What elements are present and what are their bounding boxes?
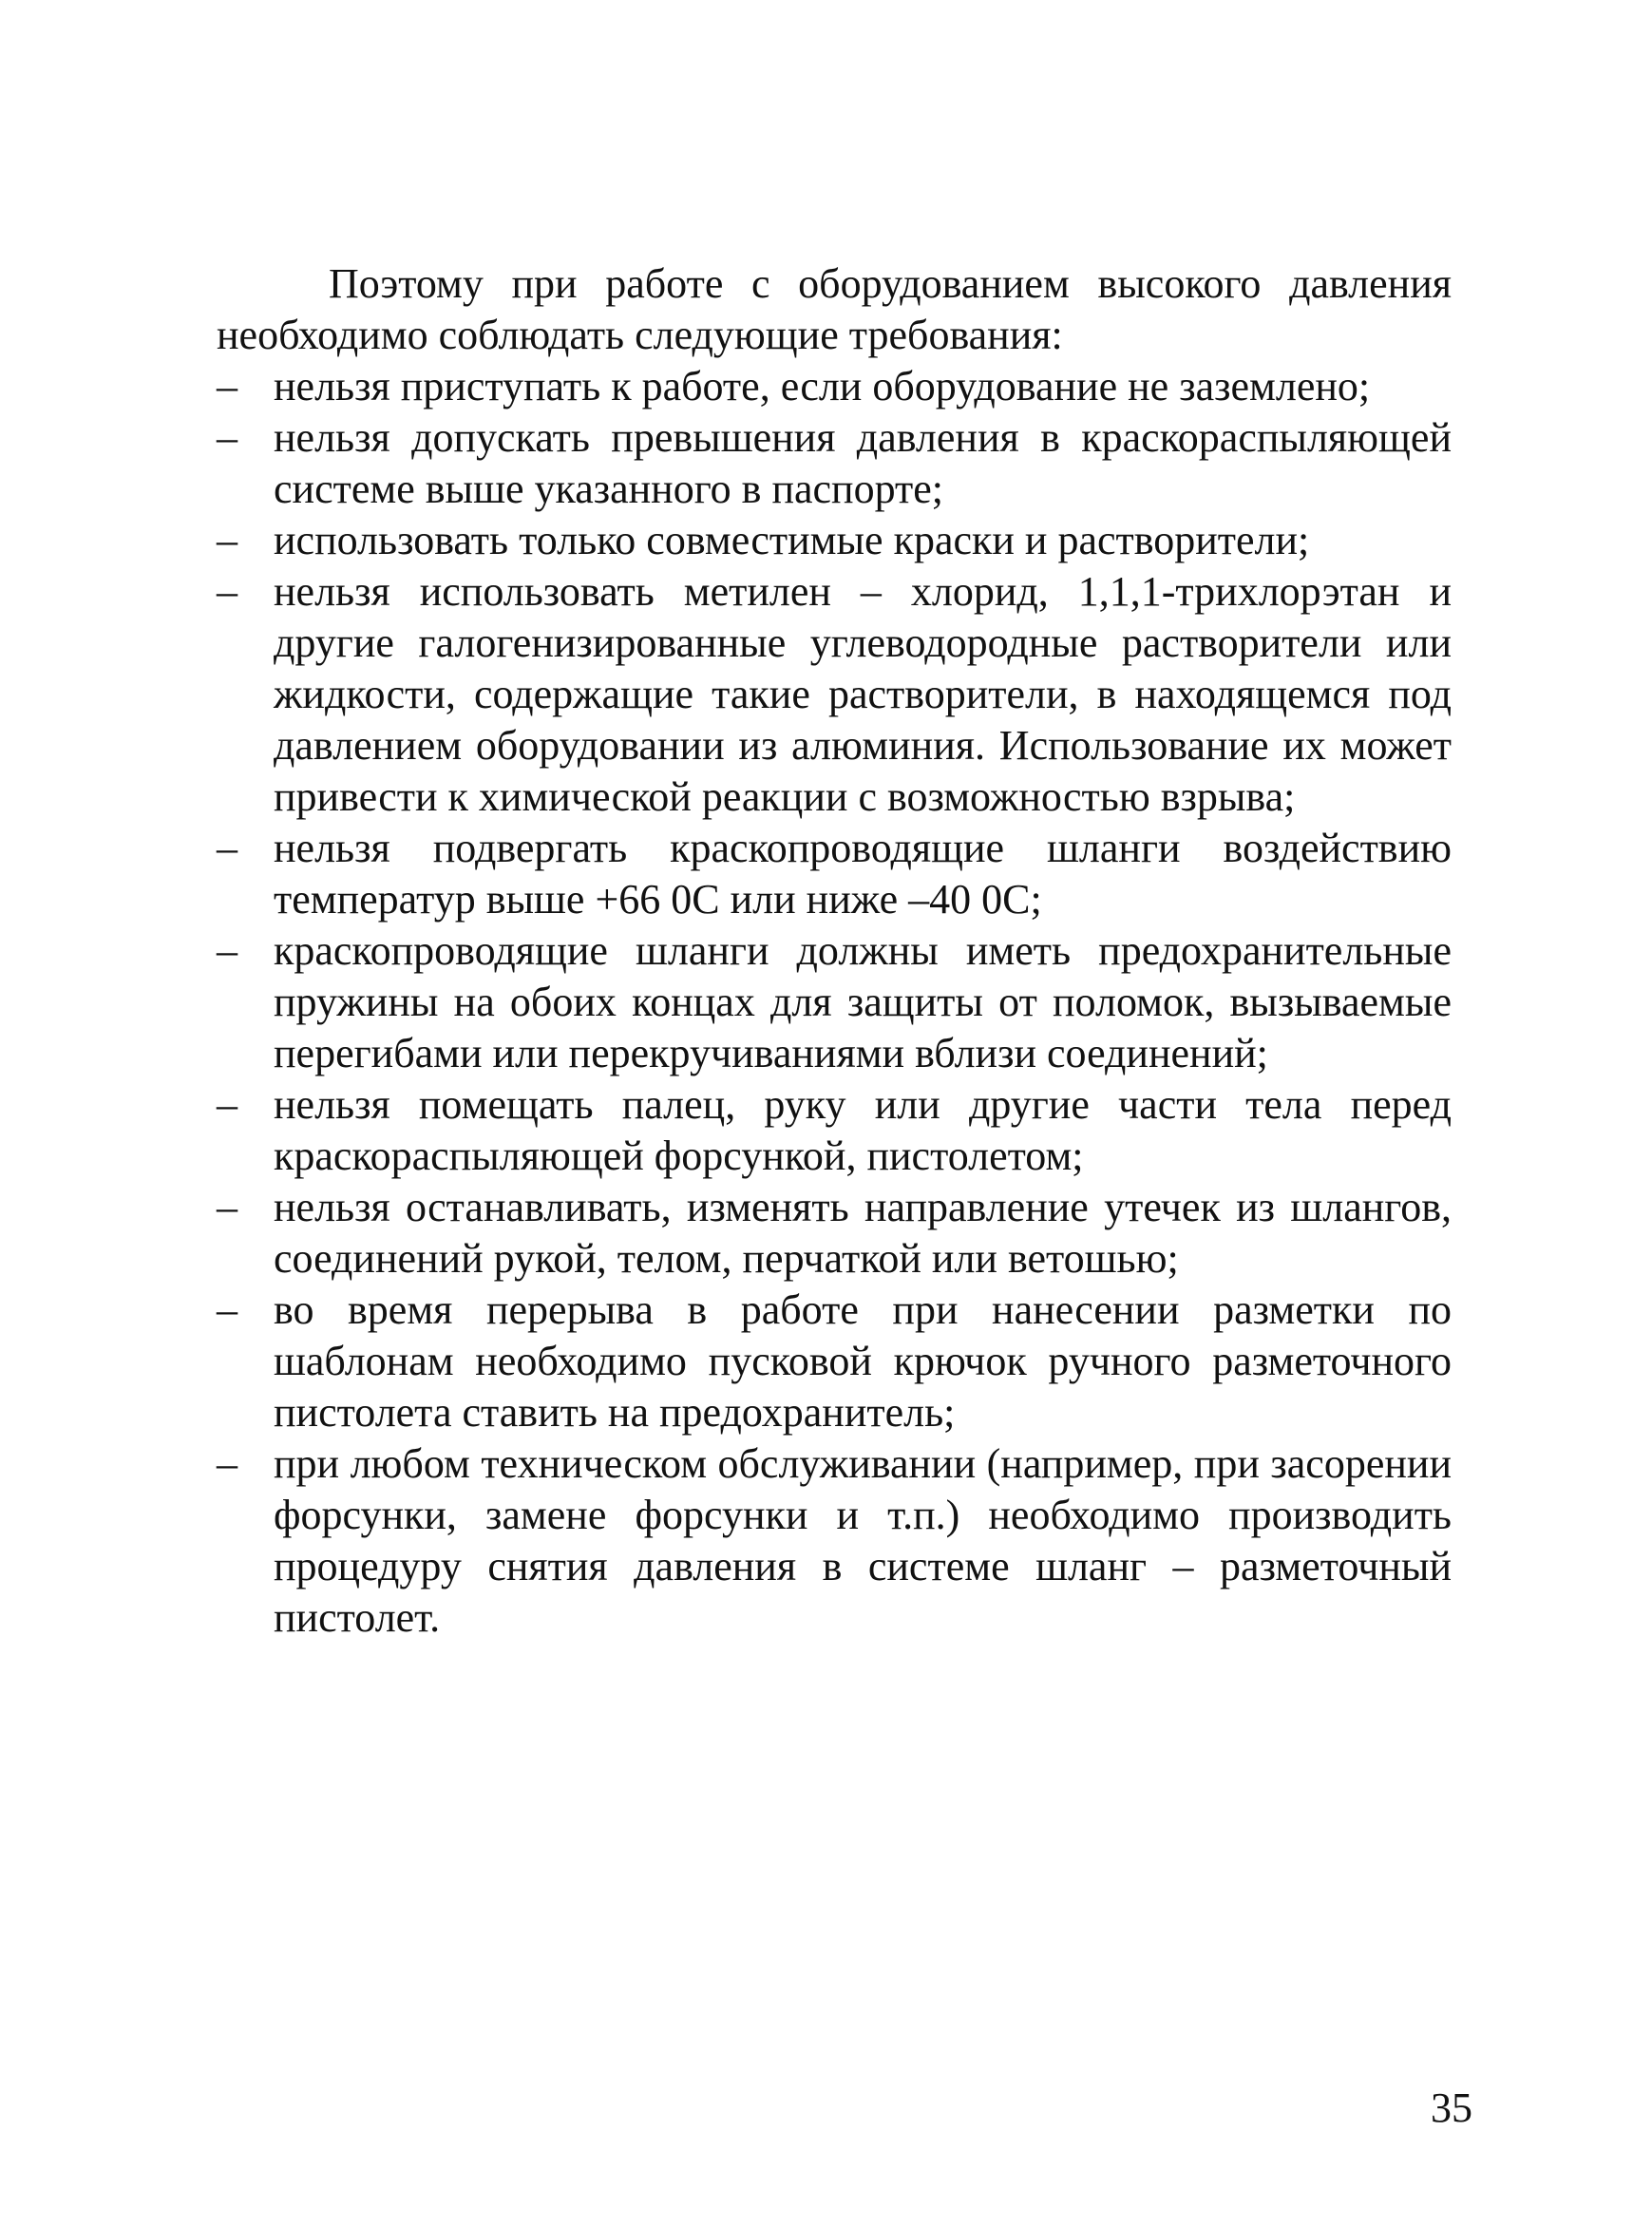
page-number: 35 bbox=[1431, 2084, 1472, 2131]
list-item-text: во время перерыва в работе при нанесении разметки по шаблонам необходимо пусковой крючок ручного разметочного пистолета ставить на предохранитель; bbox=[274, 1286, 1452, 1436]
list-item bbox=[217, 1285, 1452, 1438]
list-item bbox=[217, 1438, 1452, 1644]
dash-bullet: – bbox=[217, 1081, 237, 1128]
list-item bbox=[217, 1182, 1452, 1285]
intro-paragraph: Поэтому при работе с оборудованием высокого давления необходимо соблюдать следующие требования: bbox=[217, 260, 1452, 358]
list-item bbox=[217, 925, 1452, 1079]
dash-bullet: – bbox=[217, 927, 237, 974]
dash-bullet: – bbox=[217, 1286, 237, 1333]
list-item bbox=[217, 412, 1452, 515]
list-item bbox=[217, 361, 1452, 412]
dash-bullet: – bbox=[217, 517, 237, 563]
list-item-text: нельзя подвергать краскопроводящие шланги воздействию температур выше +66 0С или ниже –40 0С; bbox=[274, 825, 1452, 923]
list-item bbox=[217, 1079, 1452, 1182]
list-item-text: нельзя использовать метилен – хлорид, 1,1,1-трихлорэтан и другие галогенизированные углеводородные растворители или жидкости, содержащие такие растворители, в находящемся под давлением оборудовании из алюминия. Использование их может привести к химической реакции с возможностью взрыва; bbox=[274, 568, 1452, 820]
dash-bullet: – bbox=[217, 1440, 237, 1487]
list-item-text: использовать только совместимые краски и растворители; bbox=[274, 517, 1310, 563]
dash-bullet: – bbox=[217, 1184, 237, 1230]
dash-bullet: – bbox=[217, 825, 237, 871]
list-item bbox=[217, 515, 1452, 566]
list-item-text: при любом техническом обслуживании (например, при засорении форсунки, замене форсунки и т.п.) необходимо производить процедуру снятия давления в системе шланг – разметочный пистолет. bbox=[274, 1440, 1452, 1641]
list-item-text: нельзя допускать превышения давления в краскораспыляющей системе выше указанного в паспорте; bbox=[274, 414, 1452, 512]
list-item-text: нельзя помещать палец, руку или другие части тела перед краскораспыляющей форсункой, пистолетом; bbox=[274, 1081, 1452, 1179]
requirements-list bbox=[217, 361, 1452, 1644]
body-text bbox=[217, 258, 1452, 1644]
dash-bullet: – bbox=[217, 363, 237, 409]
list-item-text: нельзя останавливать, изменять направление утечек из шлангов, соединений рукой, телом, перчаткой или ветошью; bbox=[274, 1184, 1452, 1282]
list-item-text: краскопроводящие шланги должны иметь предохранительные пружины на обоих концах для защиты от поломок, вызываемые перегибами или перекручиваниями вблизи соединений; bbox=[274, 927, 1452, 1076]
dash-bullet: – bbox=[217, 414, 237, 461]
dash-bullet: – bbox=[217, 568, 237, 615]
list-item bbox=[217, 566, 1452, 823]
list-item-text: нельзя приступать к работе, если оборудование не заземлено; bbox=[274, 363, 1371, 409]
list-item bbox=[217, 823, 1452, 925]
